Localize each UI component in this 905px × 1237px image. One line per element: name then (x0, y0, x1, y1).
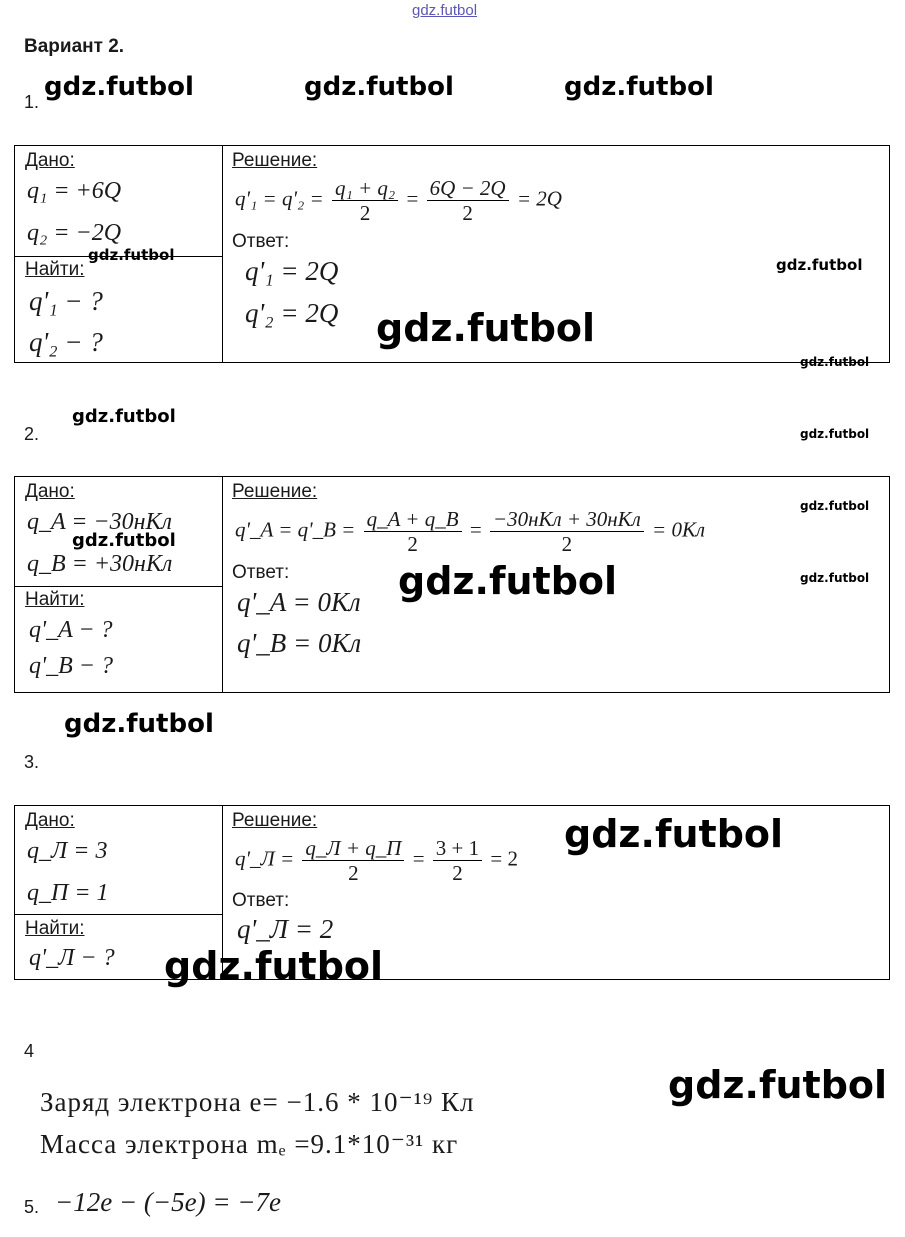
watermark: gdz.futbol (376, 306, 596, 350)
watermark: gdz.futbol (668, 1063, 888, 1107)
watermark: gdz.futbol (88, 246, 175, 264)
fraction: $\frac{3 + 1}{2}$ (433, 836, 482, 885)
watermark: gdz.futbol (72, 406, 176, 427)
variant-title: Вариант 2. (24, 36, 125, 57)
given-label: Дано: (25, 150, 75, 171)
given-q2: q₂ = −2Q (27, 220, 122, 246)
answer-ql: q'_Л = 2 (237, 914, 334, 944)
answer-label: Ответ: (232, 562, 290, 583)
find-label: Найти: (25, 589, 85, 610)
watermark: gdz.futbol (800, 571, 870, 585)
watermark: gdz.futbol (800, 427, 870, 441)
watermark: gdz.futbol (44, 72, 194, 102)
watermark: gdz.futbol (564, 812, 784, 856)
watermark: gdz.futbol (304, 72, 454, 102)
fraction: $\frac{6Q - 2Q}{2}$ (427, 176, 509, 225)
watermark: gdz.futbol (64, 709, 214, 739)
answer-qa: q'_A = 0Кл (237, 587, 361, 617)
watermark: gdz.futbol (564, 72, 714, 102)
task-4-number: 4 (24, 1041, 35, 1061)
watermark: gdz.futbol (164, 944, 384, 988)
task-5-number: 5. (24, 1197, 40, 1217)
task-5-expression: −12e − (−5e) = −7e (55, 1187, 282, 1217)
solution-lhs: q'_A = q'_B = (235, 517, 356, 542)
solution-formula: q'_Л = $\frac{q\_Л + q\_П}{2}$ = $\frac{3 + 1}{2}$ = 2 (235, 836, 518, 886)
electron-mass: Масса электрона mₑ =9.1*10⁻³¹ кг (40, 1129, 459, 1159)
fraction: $\frac{\text{q₁ + q₂}}{2}$ (332, 176, 398, 225)
given-find-divider (15, 914, 222, 915)
watermark: gdz.futbol (800, 499, 870, 513)
find-label: Найти: (25, 918, 85, 939)
given-q1: q₁ = +6Q (27, 178, 122, 204)
answer-qb: q'_B = 0Кл (237, 628, 362, 658)
given-label: Дано: (25, 481, 75, 502)
find-ql: q'_Л − ? (29, 945, 115, 971)
find-q1: q'₁ − ? (29, 286, 103, 316)
solution-label: Решение: (232, 810, 318, 831)
solution-formula: q'_A = q'_B = $\frac{q\_A + q\_B}{2}$ = $\frac{\text{−30нКл + 30нКл}}{2}$ = 0Кл (235, 507, 706, 557)
fraction: $\frac{q\_Л + q\_П}{2}$ (302, 836, 404, 885)
given-qb: q_B = +30нКл (27, 551, 173, 577)
find-label: Найти: (25, 259, 85, 280)
task-1-number: 1. (24, 92, 40, 112)
given-qa: q_A = −30нКл (27, 509, 172, 535)
fraction: $\frac{\text{−30нКл + 30нКл}}{2}$ (490, 507, 644, 556)
solution-formula: q'₁ = q'₂ = $\frac{\text{q₁ + q₂}}{2}$ = $\frac{6Q - 2Q}{2}$ = 2Q (235, 176, 562, 226)
solution-lhs: q'_Л = (235, 846, 295, 871)
solution-result: = 2Q (516, 186, 562, 211)
site-link[interactable]: gdz.futbol (412, 2, 478, 19)
watermark: gdz.futbol (800, 355, 870, 369)
task-2-number: 2. (24, 424, 40, 444)
watermark: gdz.futbol (72, 530, 176, 551)
given-label: Дано: (25, 810, 75, 831)
answer-label: Ответ: (232, 890, 290, 911)
answer-q1: q'₁ = 2Q (245, 256, 339, 286)
answer-q2: q'₂ = 2Q (245, 298, 339, 328)
watermark: gdz.futbol (776, 256, 863, 274)
task-3-number: 3. (24, 752, 40, 772)
find-qb: q'_B − ? (29, 653, 113, 679)
given-ql: q_Л = 3 (27, 838, 108, 864)
solution-lhs: q'₁ = q'₂ = (235, 186, 324, 211)
electron-charge: Заряд электрона e= −1.6 * 10⁻¹⁹ Кл (40, 1087, 475, 1117)
solution-label: Решение: (232, 150, 318, 171)
solution-result: = 0Кл (652, 517, 706, 542)
find-q2: q'₂ − ? (29, 327, 103, 357)
fraction: $\frac{q\_A + q\_B}{2}$ (364, 507, 462, 556)
given-find-divider (15, 586, 222, 587)
given-qp: q_П = 1 (27, 880, 109, 906)
answer-label: Ответ: (232, 231, 290, 252)
watermark: gdz.futbol (398, 559, 618, 603)
find-qa: q'_A − ? (29, 617, 113, 643)
solution-label: Решение: (232, 481, 318, 502)
solution-result: = 2 (490, 846, 518, 871)
